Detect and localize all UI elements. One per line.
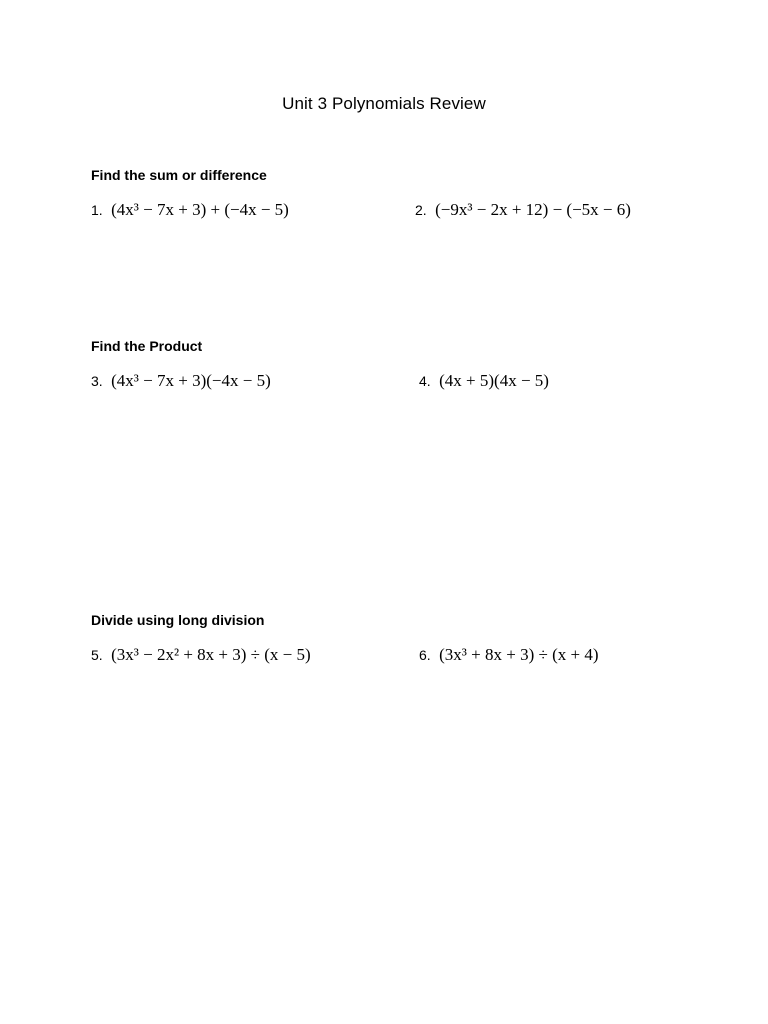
problem-number: 2.	[415, 202, 427, 218]
problem-2	[415, 200, 631, 220]
problem-3	[91, 371, 271, 391]
problem-expression: (3x³ + 8x + 3) ÷ (x + 4)	[439, 645, 599, 664]
problem-number: 6.	[419, 647, 431, 663]
page-title: Unit 3 Polynomials Review	[282, 94, 486, 113]
problem-expression: (−9x³ − 2x + 12) − (−5x − 6)	[435, 200, 631, 219]
problem-4	[419, 371, 549, 391]
problem-number: 3.	[91, 373, 103, 389]
section-heading-product: Find the Product	[91, 338, 203, 354]
problem-1	[91, 200, 289, 220]
problem-6	[419, 645, 598, 665]
problem-number: 4.	[419, 373, 431, 389]
problem-number: 5.	[91, 647, 103, 663]
problem-expression: (4x³ − 7x + 3) + (−4x − 5)	[111, 200, 289, 219]
problem-expression: (4x³ − 7x + 3)(−4x − 5)	[111, 371, 271, 390]
problem-expression: (3x³ − 2x² + 8x + 3) ÷ (x − 5)	[111, 645, 311, 664]
problem-number: 1.	[91, 202, 103, 218]
section-heading-long-division: Divide using long division	[91, 612, 265, 628]
problem-5	[91, 645, 311, 665]
section-heading-sum-difference: Find the sum or difference	[91, 167, 267, 183]
problem-expression: (4x + 5)(4x − 5)	[439, 371, 549, 390]
